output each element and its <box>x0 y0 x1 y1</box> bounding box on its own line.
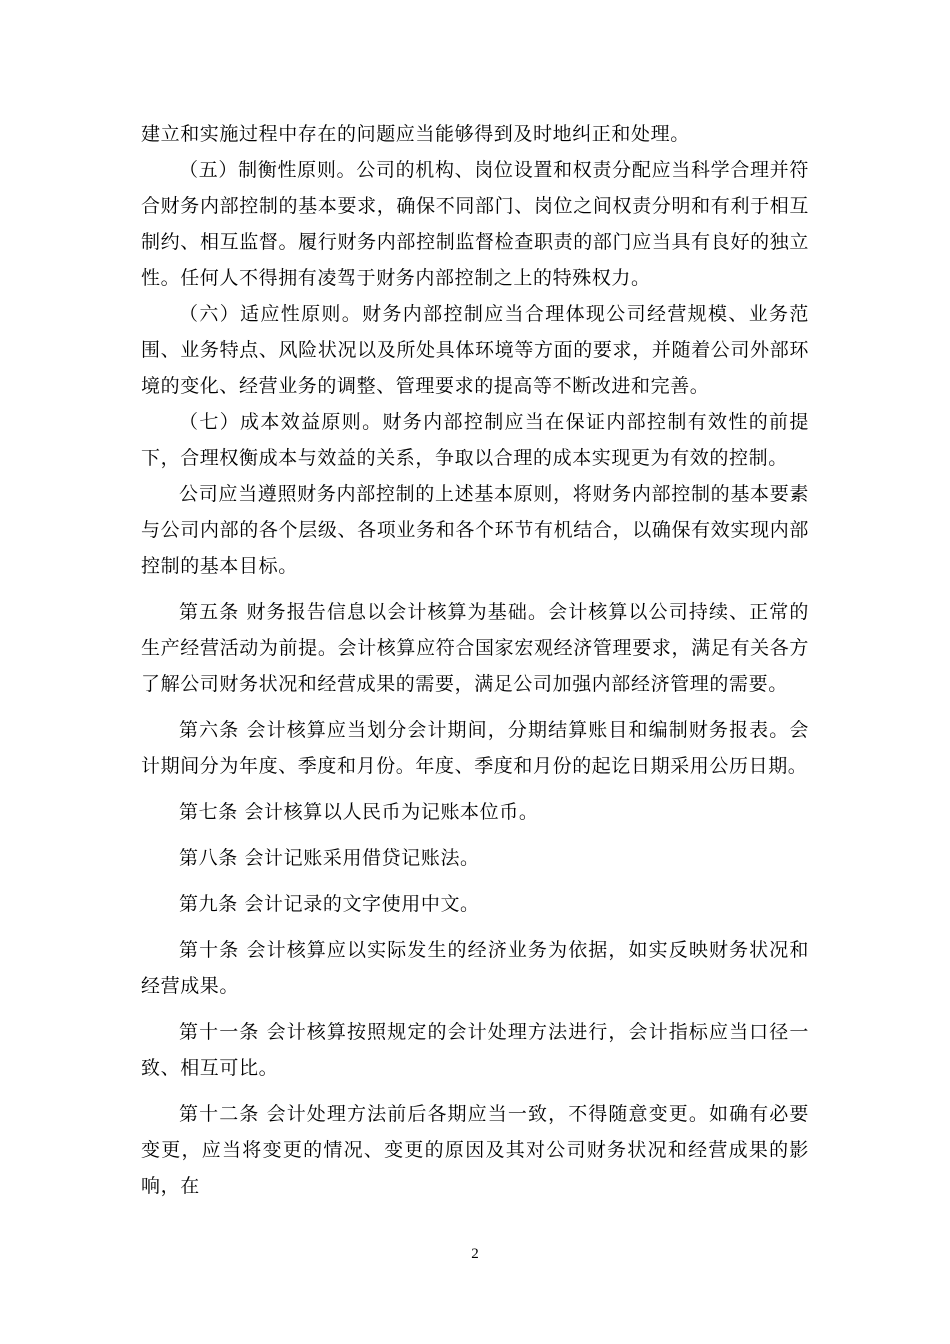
paragraph-principle-5: （五）制衡性原则。公司的机构、岗位设置和权责分配应当科学合理并符合财务内部控制的基本要求，确保不同部门、岗位之间权责分明和有利于相互制约、相互监督。履行财务内部控制监督检查职责的部门应当具有良好的独立性。任何人不得拥有凌驾于财务内部控制之上的特殊权力。 <box>141 159 809 289</box>
paragraph-article-7: 第七条 会计核算以人民币为记账本位币。 <box>179 801 539 823</box>
paragraph-article-9: 第九条 会计记录的文字使用中文。 <box>179 893 480 915</box>
paragraph-article-11: 第十一条 会计核算按照规定的会计处理方法进行，会计指标应当口径一致、相互可比。 <box>141 1021 809 1079</box>
paragraph-article-10: 第十条 会计核算应以实际发生的经济业务为依据，如实反映财务状况和经营成果。 <box>141 939 809 997</box>
document-body <box>141 116 809 1204</box>
paragraph-article-8: 第八条 会计记账采用借贷记账法。 <box>179 847 480 869</box>
paragraph-principles-summary: 公司应当遵照财务内部控制的上述基本原则，将财务内部控制的基本要素与公司内部的各个层级、各项业务和各个环节有机结合，以确保有效实现内部控制的基本目标。 <box>141 483 809 577</box>
paragraph-article-12: 第十二条 会计处理方法前后各期应当一致，不得随意变更。如确有必要变更，应当将变更的情况、变更的原因及其对公司财务状况和经营成果的影响，在 <box>141 1103 809 1197</box>
paragraph-principle-6: （六）适应性原则。财务内部控制应当合理体现公司经营规模、业务范围、业务特点、风险状况以及所处具体环境等方面的要求，并随着公司外部环境的变化、经营业务的调整、管理要求的提高等不断改进和完善。 <box>141 303 809 397</box>
paragraph-article-6: 第六条 会计核算应当划分会计期间，分期结算账目和编制财务报表。会计期间分为年度、季度和月份。年度、季度和月份的起讫日期采用公历日期。 <box>141 719 809 777</box>
page-number: 2 <box>471 1246 479 1262</box>
paragraph-continuation: 建立和实施过程中存在的问题应当能够得到及时地纠正和处理。 <box>141 123 690 145</box>
paragraph-article-5: 第五条 财务报告信息以会计核算为基础。会计核算以公司持续、正常的生产经营活动为前提。会计核算应符合国家宏观经济管理要求，满足有关各方了解公司财务状况和经营成果的需要，满足公司加强内部经济管理的需要。 <box>141 601 809 695</box>
paragraph-principle-7: （七）成本效益原则。财务内部控制应当在保证内部控制有效性的前提下，合理权衡成本与效益的关系，争取以合理的成本实现更为有效的控制。 <box>141 411 809 469</box>
